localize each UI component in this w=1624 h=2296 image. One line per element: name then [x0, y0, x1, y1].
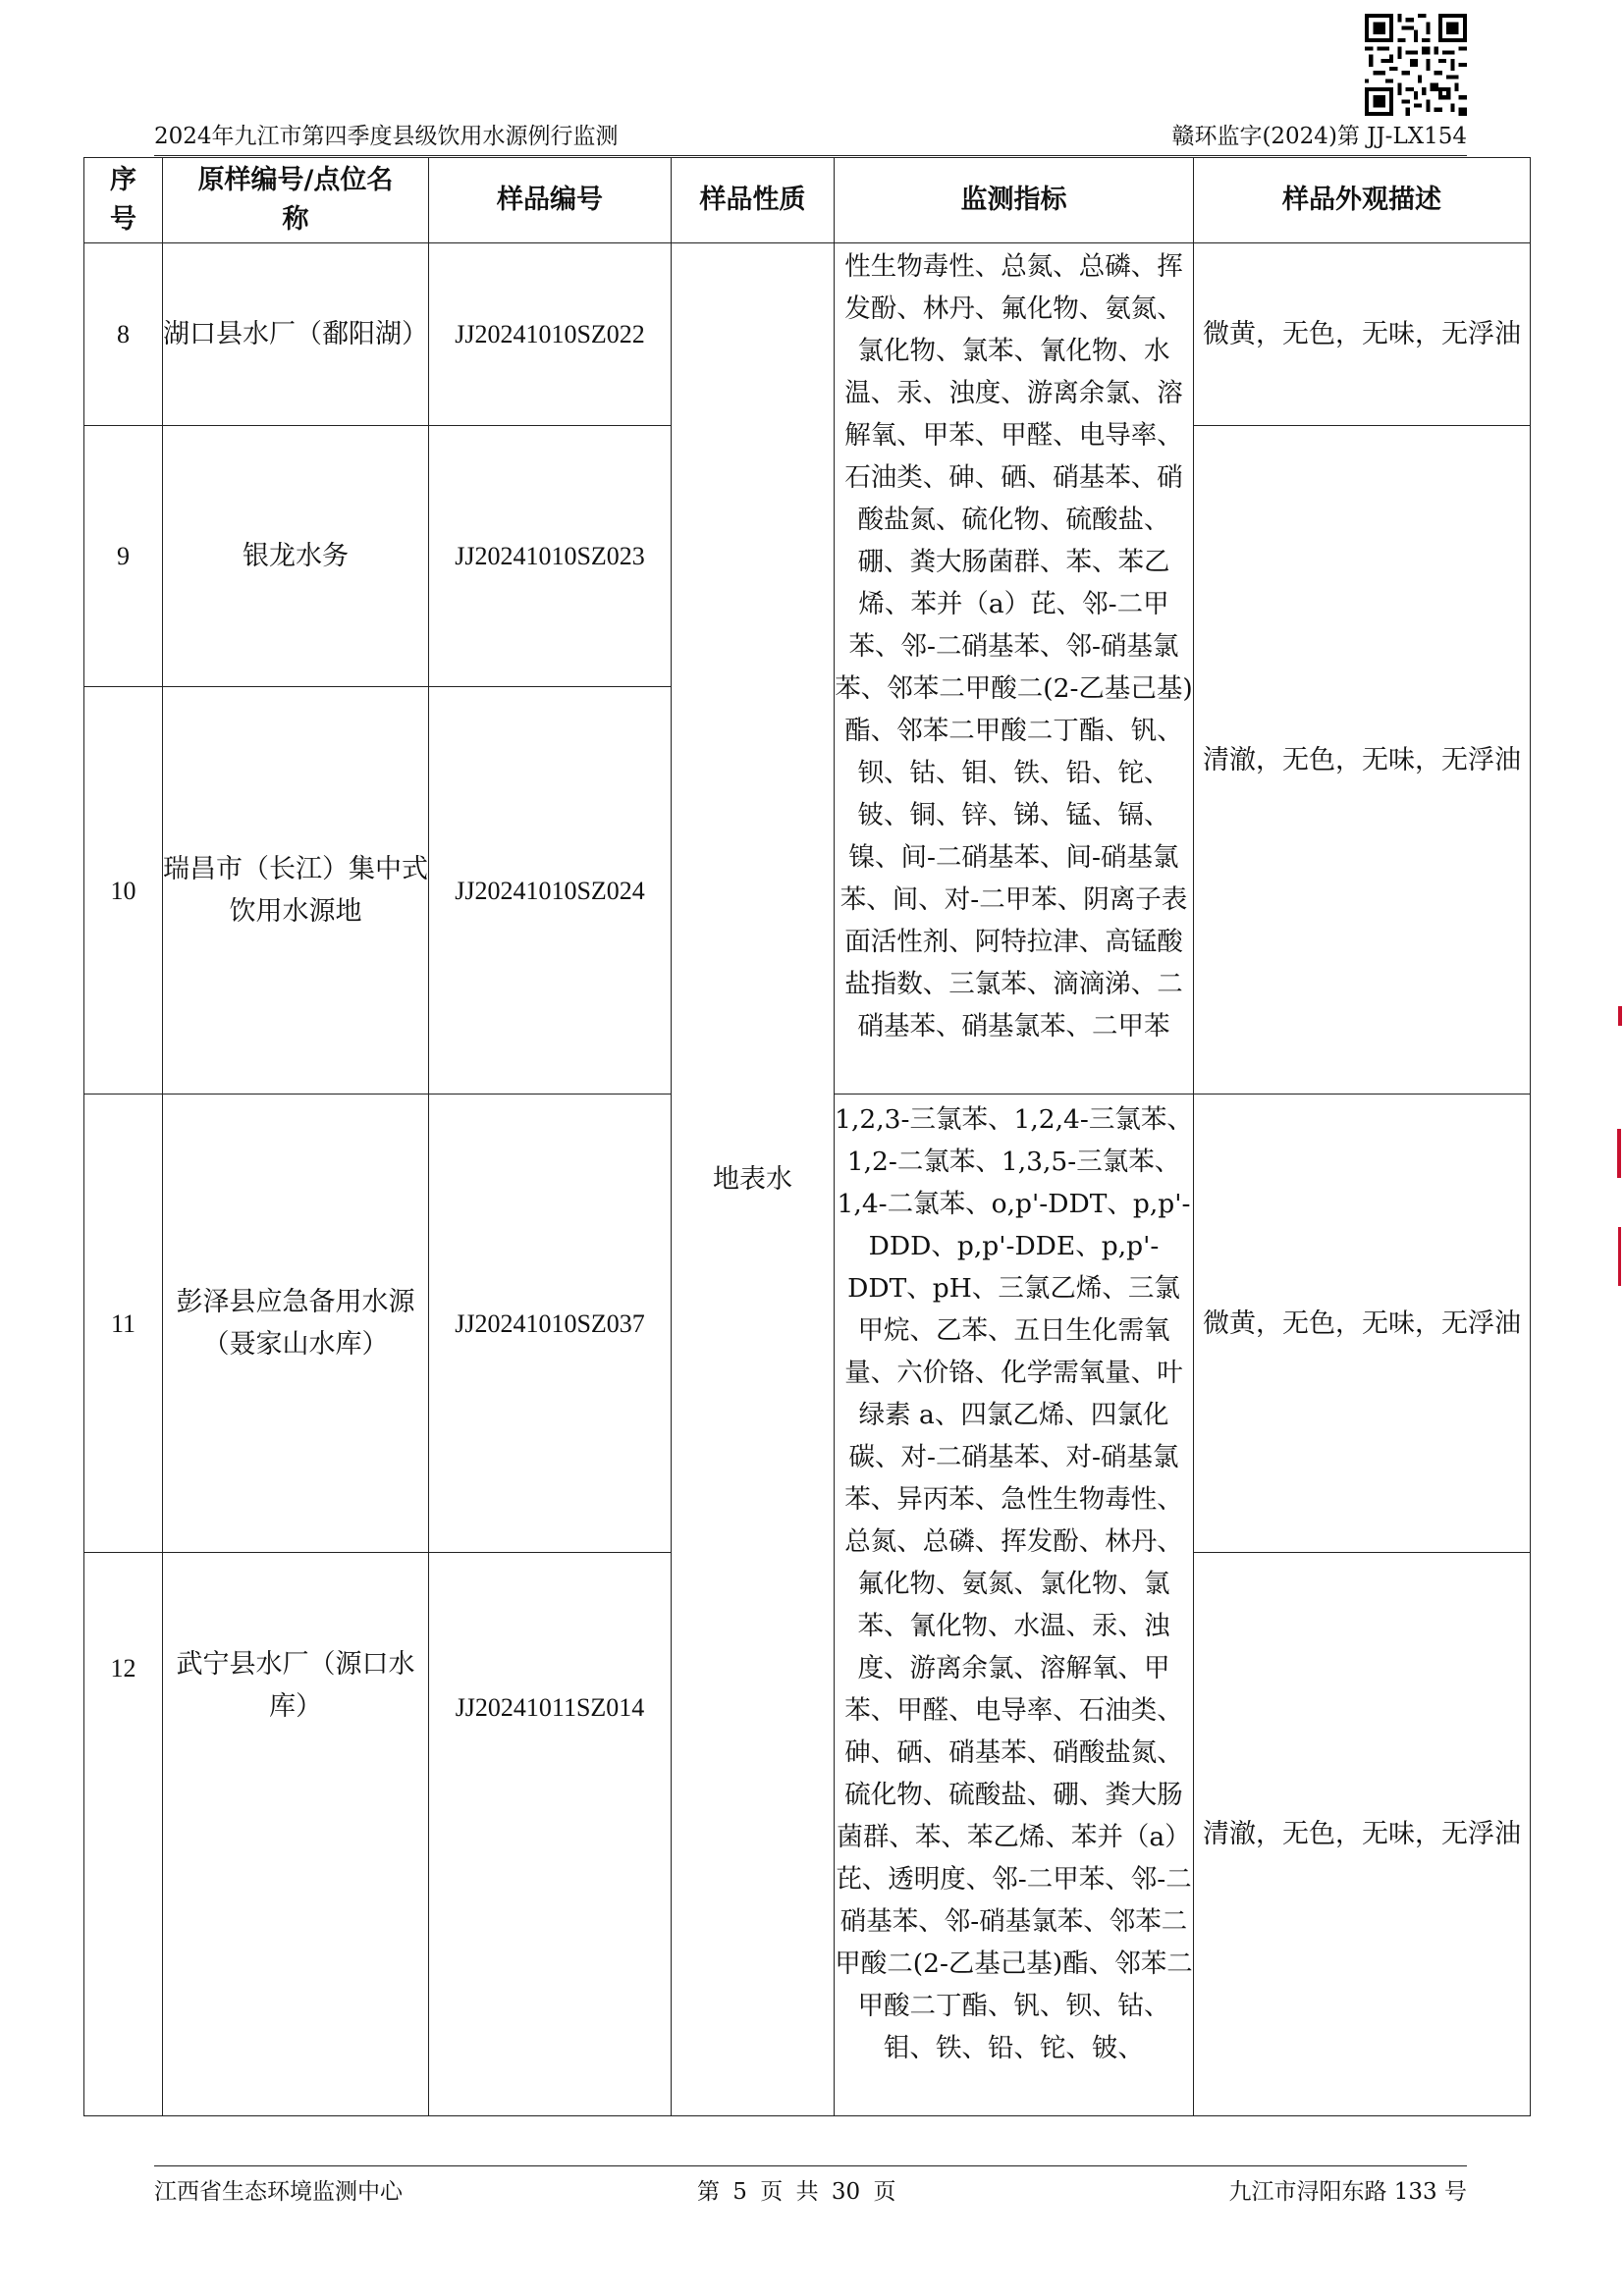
indicators-block-2: 1,2,3-三氯苯、1,2,4-三氯苯、1,2-二氯苯、1,3,5-三氯苯、1,4-二氯苯、o,p'-DDT、p,p'-DDD、p,p'-DDE、p,p'-DDT、pH、三氯乙烯、三氯甲烷、乙苯、五日生化需氧量、六价铬、化学需氧量、叶绿素 a、四氯乙烯、四氯化碳、对-二硝基苯、对-硝基氯苯、异丙苯、急性生物毒性、总氮、总磷、挥发酚、林丹、氟化物、氨氮、氯化物、氯苯、氰化物、水温、汞、浊度、游离余氯、溶解氧、甲苯、甲醛、电导率、石油类、砷、硒、硝基苯、硝酸盐氮、硫化物、硫酸盐、硼、粪大肠菌群、苯、苯乙烯、苯并（a）芘、透明度、邻-二甲苯、邻-二硝基苯、邻-硝基氯苯、邻苯二甲酸二(2-乙基己基)酯、邻苯二甲酸二丁酯、钒、钡、钴、钼、铁、铅、铊、铍、 [835, 1095, 1194, 2116]
row-appearance: 清澈，无色，无味，无浮油 [1194, 426, 1531, 1095]
sample-table [83, 157, 1531, 2116]
row-seq: 9 [84, 426, 163, 687]
header-sample-id: 样品编号 [429, 158, 672, 243]
page-number: 第 5 页 共 30 页 [697, 2179, 896, 2205]
stamp-edge-mark [1618, 1006, 1622, 1026]
row-sample-id: JJ20241010SZ022 [429, 243, 672, 426]
row-station: 彭泽县应急备用水源（聂家山水库） [163, 1095, 429, 1553]
page-header [154, 114, 1467, 151]
footer-organization: 江西省生态环境监测中心 [154, 2179, 403, 2205]
row-station: 湖口县水厂（鄱阳湖） [163, 243, 429, 426]
row-seq: 10 [84, 687, 163, 1095]
row-seq: 11 [84, 1095, 163, 1553]
header-rule [154, 155, 1467, 156]
header-nature: 样品性质 [672, 158, 835, 243]
row-appearance: 微黄，无色，无味，无浮油 [1194, 1095, 1531, 1553]
row-sample-id: JJ20241010SZ037 [429, 1095, 672, 1553]
sample-nature: 地表水 [672, 243, 835, 2116]
header-appearance: 样品外观描述 [1194, 158, 1531, 243]
row-station: 银龙水务 [163, 426, 429, 687]
qr-code-icon [1365, 14, 1467, 116]
row-appearance: 清澈，无色，无味，无浮油 [1194, 1553, 1531, 2116]
header-indicators: 监测指标 [835, 158, 1194, 243]
row-sample-id: JJ20241011SZ014 [429, 1553, 672, 2116]
table-row [84, 243, 1531, 426]
indicators-block-1: 性生物毒性、总氮、总磷、挥发酚、林丹、氟化物、氨氮、氯化物、氯苯、氰化物、水温、汞、浊度、游离余氯、溶解氧、甲苯、甲醛、电导率、石油类、砷、硒、硝基苯、硝酸盐氮、硫化物、硫酸盐、硼、粪大肠菌群、苯、苯乙烯、苯并（a）芘、邻-二甲苯、邻-二硝基苯、邻-硝基氯苯、邻苯二甲酸二(2-乙基己基)酯、邻苯二甲酸二丁酯、钒、钡、钴、钼、铁、铅、铊、铍、铜、锌、锑、锰、镉、镍、间-二硝基苯、间-硝基氯苯、间、对-二甲苯、阴离子表面活性剂、阿特拉津、高锰酸盐指数、三氯苯、滴滴涕、二硝基苯、硝基氯苯、二甲苯 [835, 243, 1194, 1095]
table-header-row [84, 158, 1531, 243]
stamp-edge-mark [1617, 1129, 1621, 1178]
document-number: 赣环监字(2024)第 JJ-LX154 [1171, 124, 1467, 149]
stamp-edge-mark [1618, 1227, 1621, 1286]
header-seq: 序号 [84, 158, 163, 243]
row-sample-id: JJ20241010SZ024 [429, 687, 672, 1095]
footer-rule [154, 2165, 1467, 2166]
row-station: 瑞昌市（长江）集中式饮用水源地 [163, 687, 429, 1095]
row-appearance: 微黄，无色，无味，无浮油 [1194, 243, 1531, 426]
row-seq: 8 [84, 243, 163, 426]
row-seq: 12 [84, 1553, 163, 2116]
header-station: 原样编号/点位名称 [163, 158, 429, 243]
report-title: 2024年九江市第四季度县级饮用水源例行监测 [154, 124, 619, 149]
footer-address: 九江市浔阳东路 133 号 [1228, 2179, 1467, 2205]
row-station: 武宁县水厂（源口水库） [163, 1553, 429, 2116]
row-sample-id: JJ20241010SZ023 [429, 426, 672, 687]
